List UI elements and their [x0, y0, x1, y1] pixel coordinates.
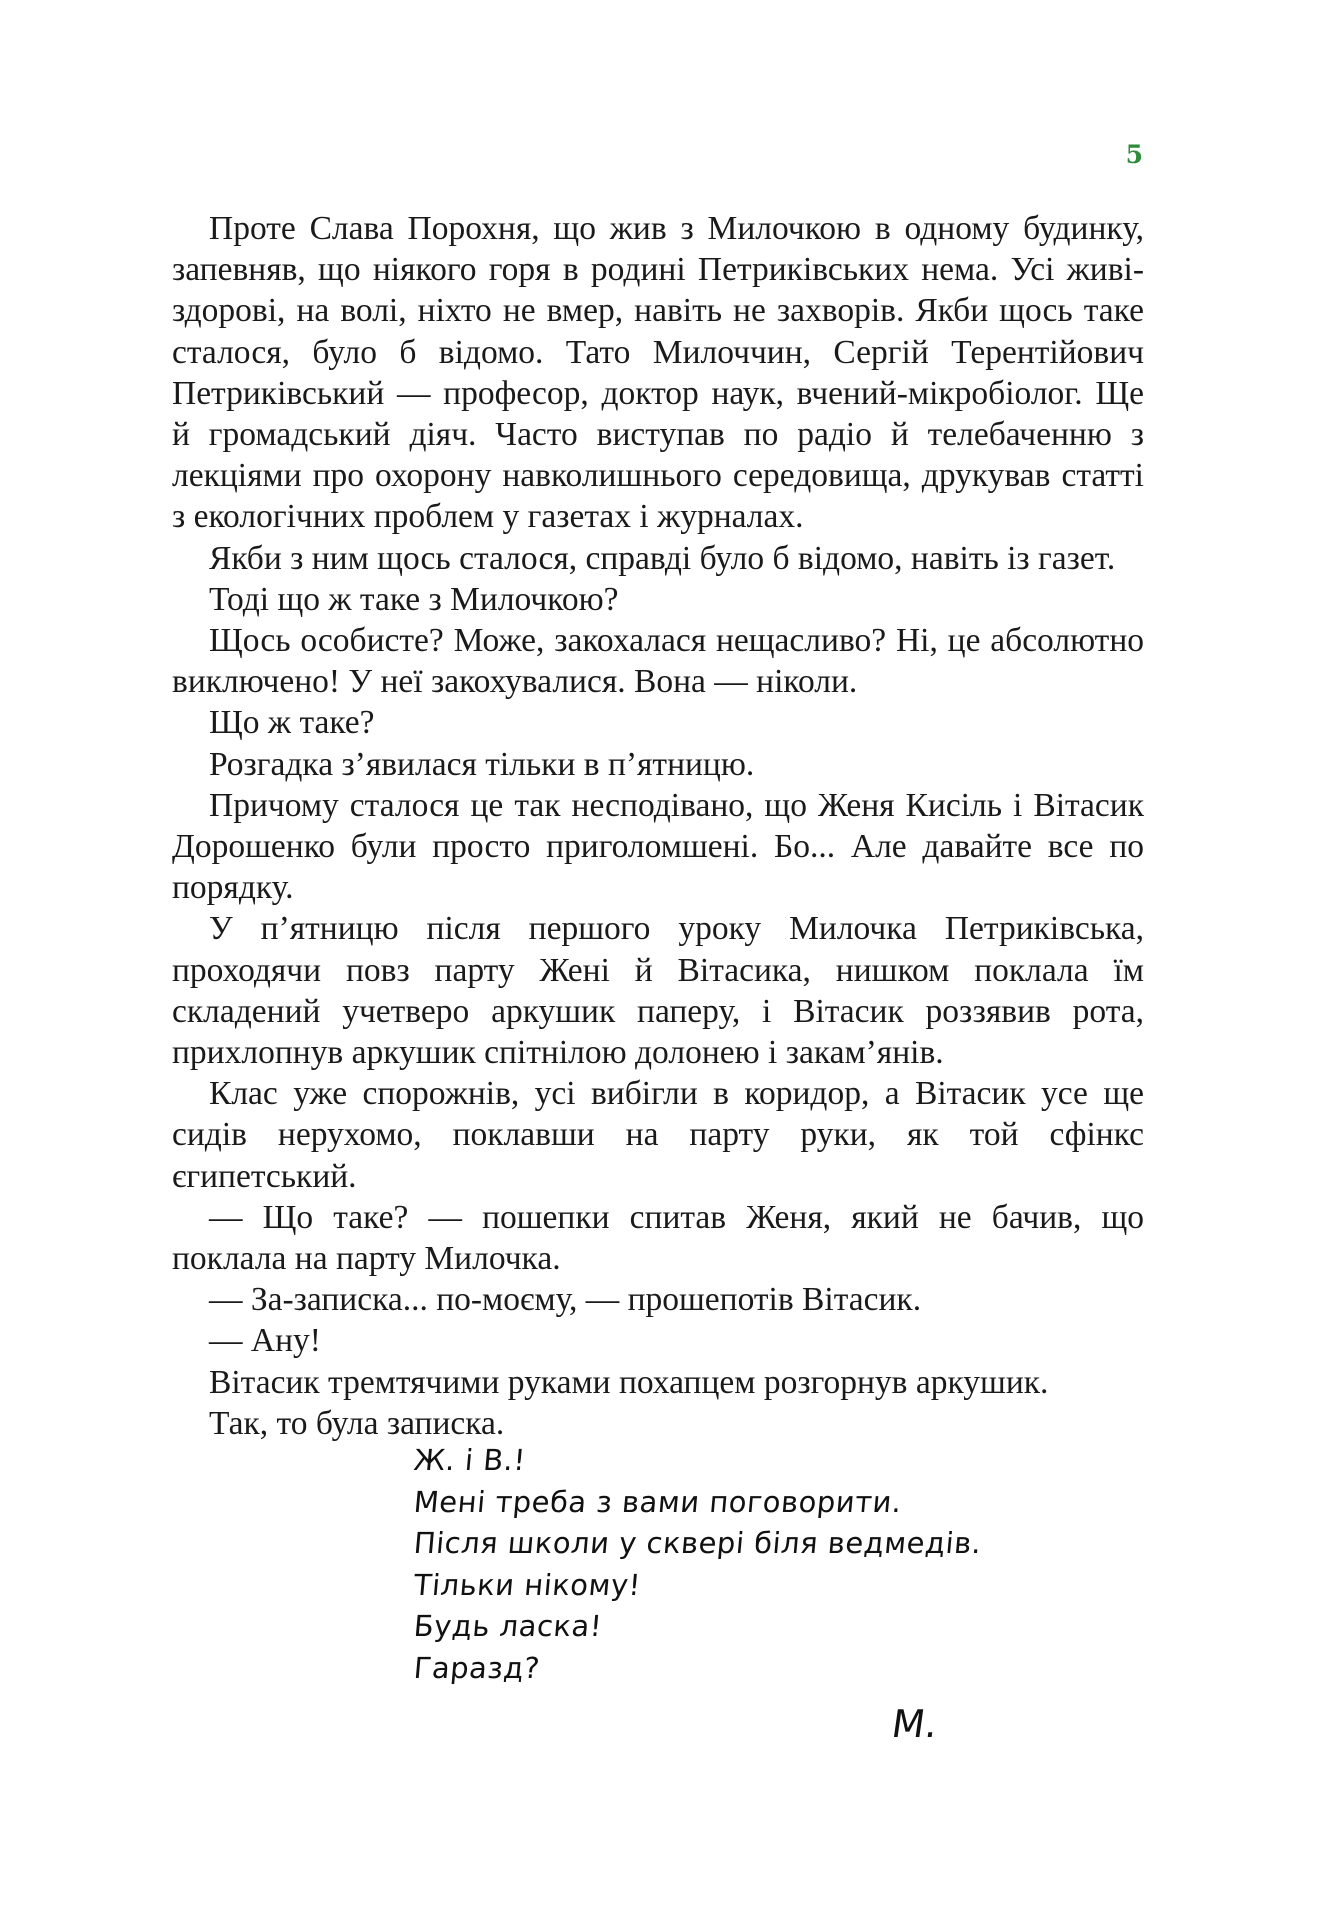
note-signature: М.	[889, 1702, 942, 1746]
paragraph: Розгадка з’явилася тільки в п’ятницю.	[209, 745, 755, 783]
body-text	[172, 208, 1144, 1444]
paragraph: — За-записка... по-моєму, — прошепотів Вітасик.	[209, 1281, 922, 1319]
paragraph: Клас уже спорожнів, усі вибігли в коридор, а Вітасик усе ще сидів нерухомо, поклавши на парту руки, як той сфінкс єгипетський.	[172, 1075, 1144, 1195]
paragraph: Якби з ним щось сталося, справді було б відомо, навіть із газет.	[209, 539, 1116, 577]
paragraph: У п’ятницю після першого уроку Милочка Петриківська, проходячи повз парту Жені й Вітасика, нишком поклала їм складений учетверо аркушик паперу, і Вітасик роззявив рота, прихлопнув аркушик спітнілою долонею і закам’янів.	[172, 910, 1144, 1072]
paragraph: Щось особисте? Може, закохалася нещасливо? Ні, це абсолютно виключено! У неї закохувалися. Вона — ніколи.	[172, 622, 1144, 701]
page-number: 5	[1125, 140, 1143, 169]
paragraph: — Ану!	[209, 1322, 321, 1360]
note-line: Гаразд?	[412, 1650, 542, 1685]
paragraph: Тоді що ж таке з Милочкою?	[209, 580, 619, 618]
paragraph: Причому сталося це так несподівано, що Женя Кисіль і Вітасик Дорошенко були просто приголомшені. Бо... Але давайте все по порядку.	[172, 786, 1144, 907]
handwritten-note	[412, 1440, 983, 1746]
note-line: Будь ласка!	[412, 1609, 604, 1643]
paragraph: Вітасик тремтячими руками похапцем розгорнув аркушик.	[209, 1363, 1049, 1401]
paragraph: Що ж таке?	[209, 704, 375, 742]
paragraph: Проте Слава Порохня, що жив з Милочкою в одному будинку, запевняв, що ніякого горя в родині Петриківських нема. Усі живі-здорові, на волі, ніхто не вмер, навіть не захворів. Якби щось таке сталося, було б відомо. Тато Милоччин, Сергій Терентійович Петриківський — професор, доктор наук, вчений-мікробіолог. Ще й громадський діяч. Часто виступав по радіо й телебаченню з лекціями про охорону навколишнього середовища, друкував статті з екологічних проблем у газетах і журналах.	[172, 210, 1144, 536]
note-line: Мені треба з вами поговорити.	[412, 1484, 904, 1519]
note-line: Тільки нікому!	[412, 1567, 643, 1602]
paragraph: Так, то була записка.	[209, 1404, 505, 1442]
note-line: Після школи у сквері біля ведмедів.	[412, 1526, 983, 1560]
paragraph: — Що таке? — пошепки спитав Женя, який не бачив, що поклала на парту Милочка.	[172, 1198, 1144, 1278]
note-line: Ж. і В.!	[412, 1443, 528, 1477]
